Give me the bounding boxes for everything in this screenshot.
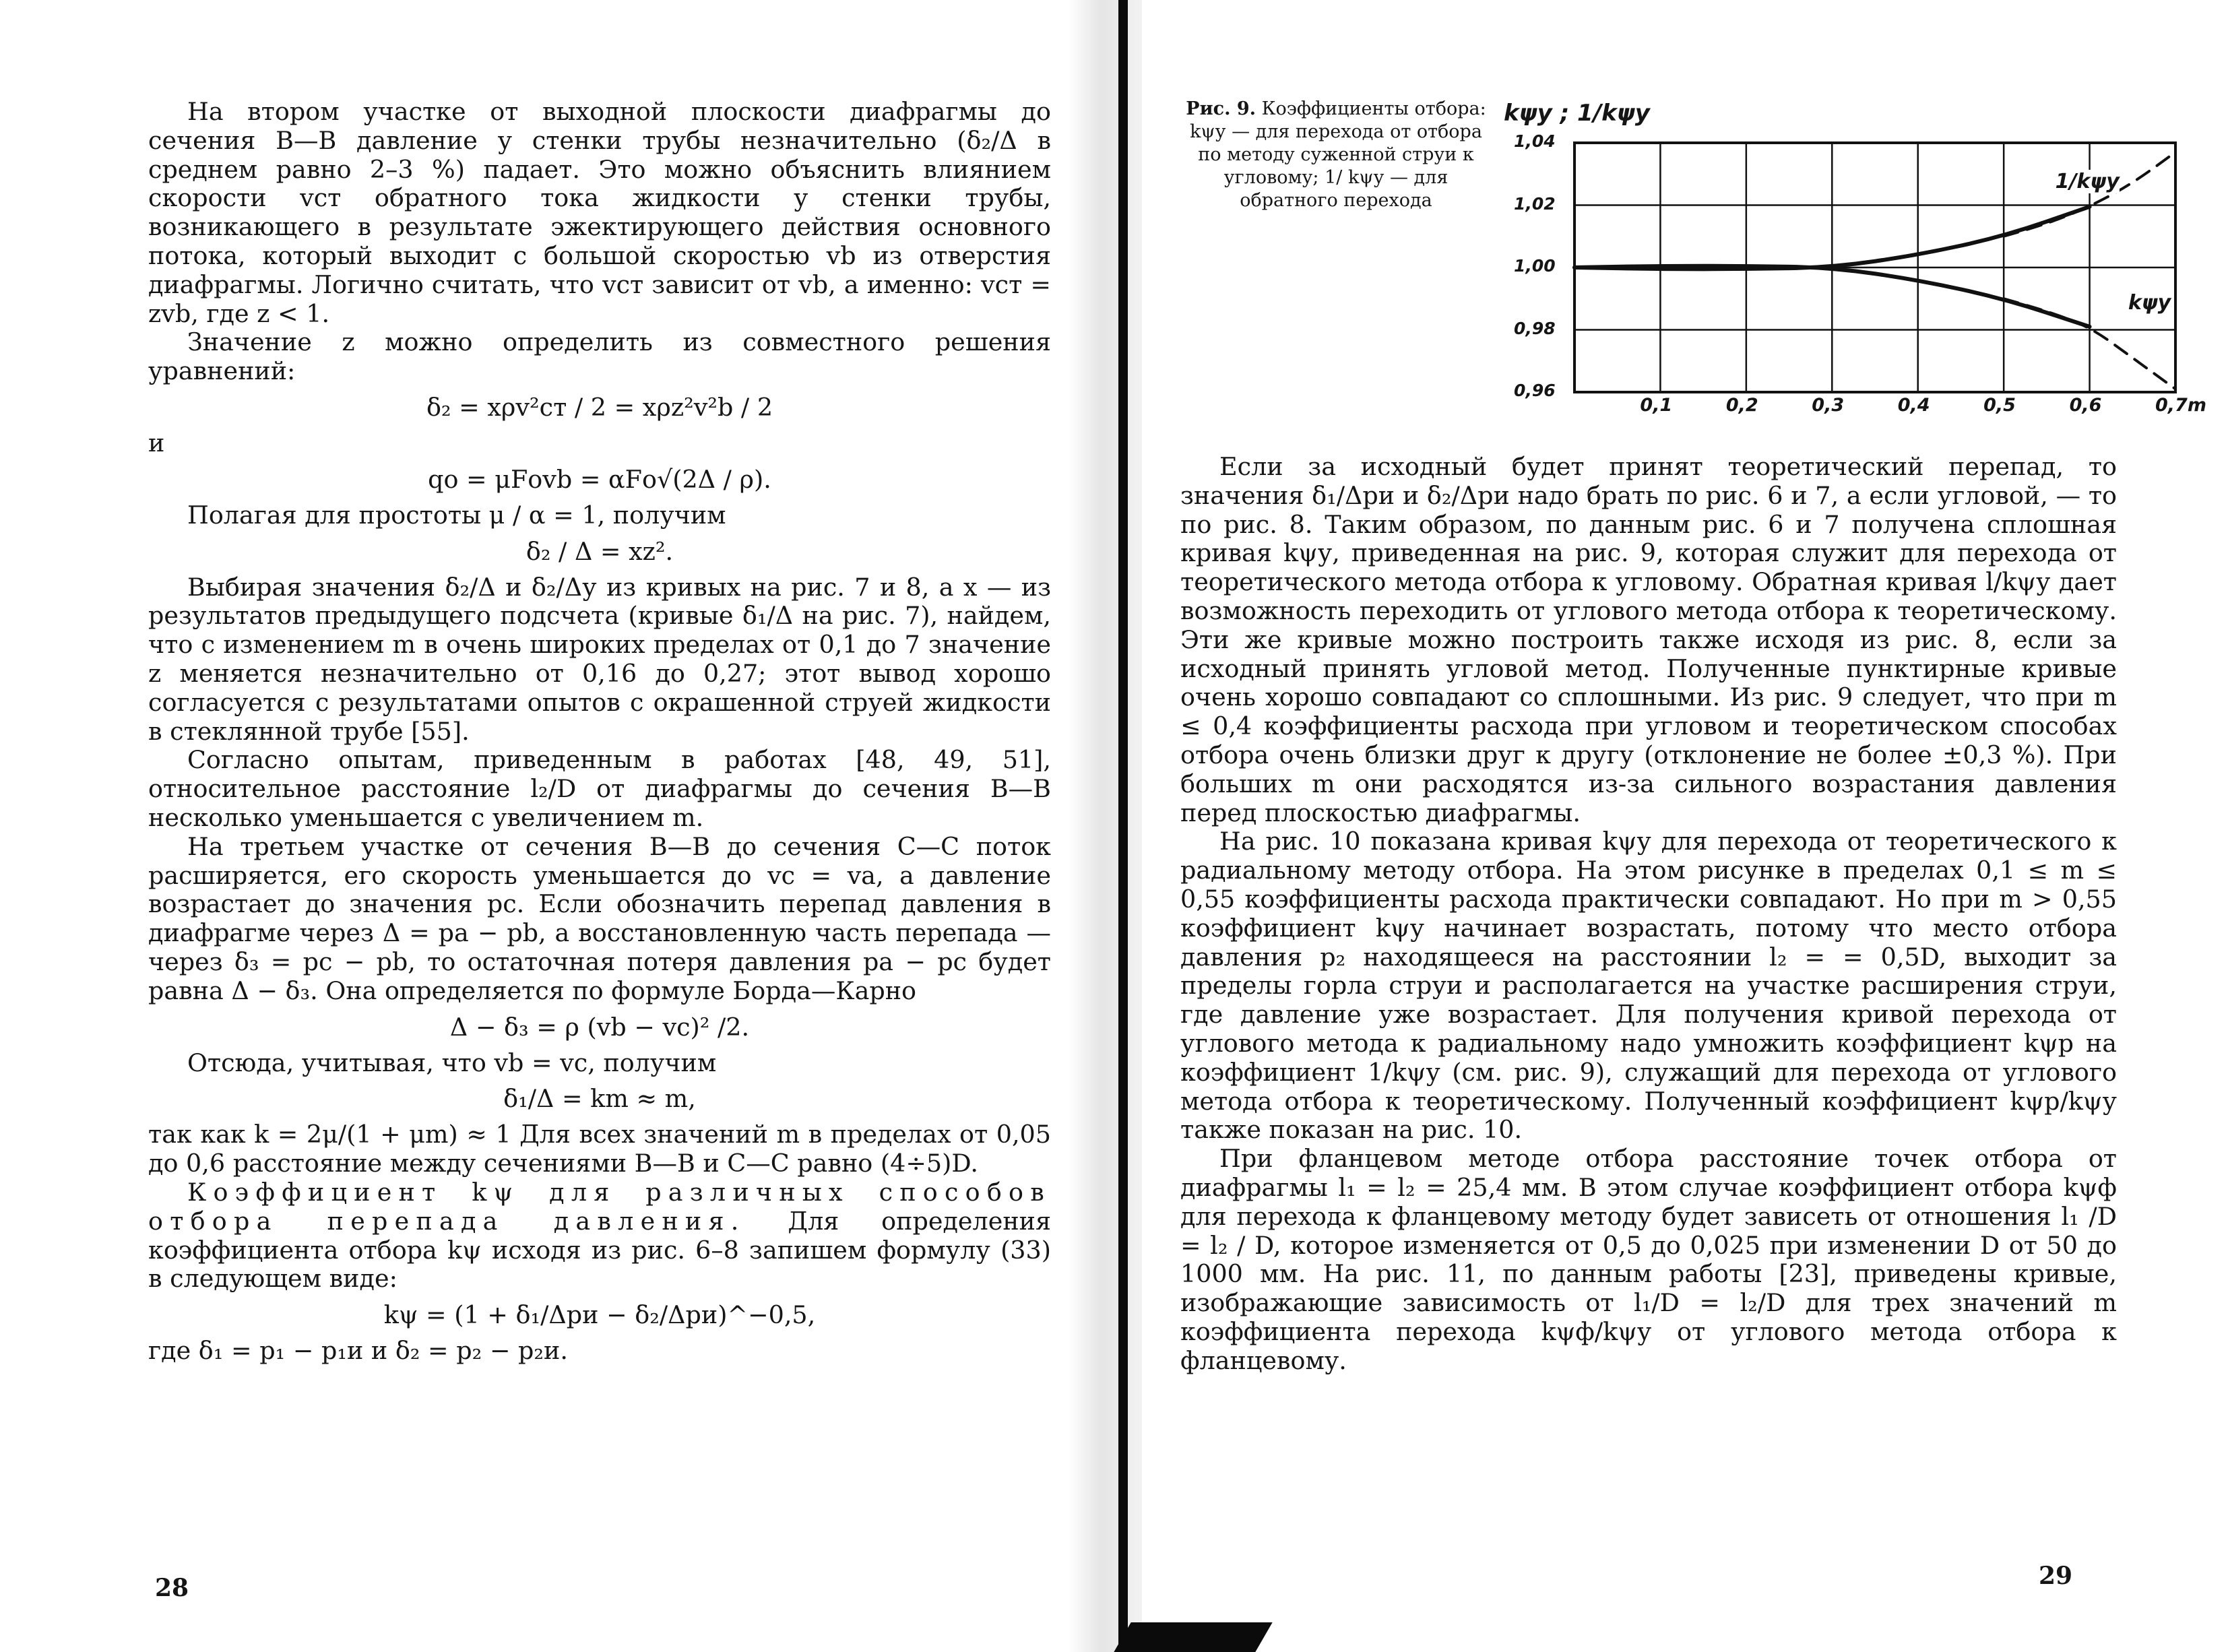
formula-1: δ₂ = xρv²ст / 2 = xρz²v²b / 2 [426, 392, 773, 422]
paragraph-9-rest: Для определения коэффициента отбора kψ исходя из рис. 6–8 запишем формулу (33) в следующем виде: [148, 1206, 1051, 1294]
section-heading-spaced: Коэффициент kψ для различных способов отбора перепада давления. [148, 1177, 1051, 1236]
figure-caption-text: Коэффициенты отбора: kψу — для перехода от отбора по методу суженной струи к угловому; 1/ kψу — для обратного перехода [1190, 98, 1486, 211]
formula-6: kψ = (1 + δ₁/Δpи − δ₂/Δpи)^−0,5, [383, 1300, 816, 1330]
x-tick-label-1: 0,2 [1725, 395, 1758, 416]
paragraph-7: Отсюда, учитывая, что vb = vc, получим [187, 1048, 717, 1077]
paragraph-2: Значение z можно определить из совместного решения уравнений: [148, 327, 1051, 386]
word-and: и [148, 428, 165, 457]
left-text-column [148, 98, 1051, 1366]
paragraph-4: Выбирая значения δ₂/Δ и δ₂/Δу из кривых на рис. 7 и 8, а x — из результатов предыдущего подсчета (кривые δ₁/Δ на рис. 7), найдем, что с изменением m в очень широких пределах от 0,1 до 7 значение z меняется незначительно от 0,16 до 0,27; этот вывод хорошо согласуется с результатами опытов с окрашенной струей жидкости в стеклянной трубе [55]. [148, 572, 1051, 746]
curve-label-2: kψу [2128, 291, 2171, 315]
formula-5: δ₁/Δ = km ≈ m, [503, 1084, 696, 1114]
chart-canvas [1502, 94, 2202, 438]
page-number-right: 29 [2039, 1562, 2073, 1590]
x-tick-label-5: 0,6 [2069, 395, 2102, 416]
figure-9-chart [1502, 94, 2206, 438]
page-right [1128, 0, 2228, 1652]
figure-caption [1182, 98, 1490, 212]
paragraph-10: где δ₁ = p₁ − p₁и и δ₂ = p₂ − p₂и. [148, 1336, 568, 1366]
formula-3: δ₂ / Δ = xz². [526, 536, 674, 566]
x-tick-label-2: 0,3 [1812, 395, 1845, 416]
y-tick-label-0: 0,96 [1514, 381, 1556, 400]
y-tick-label-2: 1,00 [1514, 256, 1556, 276]
x-tick-label-4: 0,5 [1983, 395, 2016, 416]
x-tick-label-3: 0,4 [1897, 395, 1930, 416]
y-tick-label-4: 1,04 [1514, 131, 1556, 151]
paragraph-5: Согласно опытам, приведенным в работах [48, 49, 51], относительное расстояние l₂/D от диафрагмы до сечения B—B несколько уменьшается с увеличением m. [148, 745, 1051, 832]
page-number-left: 28 [155, 1574, 189, 1602]
book-spine [1118, 0, 1128, 1652]
paragraph-r1: Если за исходный будет принят теоретический перепад, то значения δ₁/Δpи и δ₂/Δpи надо брать по рис. 6 и 7, а если угловой, — то по рис. 8. Таким образом, по данным рис. 6 и 7 получена сплошная кривая kψу, приведенная на рис. 9, которая служит для перехода от теоретического метода отбора к угловому. Обратная кривая l/kψу дает возможность переходить от углового метода отбора к теоретическому. Эти же кривые можно построить также исходя из рис. 8, если за исходный принять угловой метод. Полученные пунктирные кривые очень хорошо совпадают со сплошными. Из рис. 9 следует, что при m ≤ 0,4 коэффициенты расхода при угловом и теоретическом способах отбора очень близки друг к другу (отклонение не более ±0,3 %). При больших m они расходятся из-за сильного возрастания давления перед плоскостью диафрагмы. [1180, 452, 2117, 827]
paragraph-8: так как k = 2μ/(1 + μm) ≈ 1 Для всех значений m в пределах от 0,05 до 0,6 расстояние между сечениями B—B и C—C равно (4÷5)D. [148, 1120, 1051, 1178]
paragraph-r3: При фланцевом методе отбора расстояние точек отбора от диафрагмы l₁ = l₂ = 25,4 мм. В этом случае коэффициент отбора kψф для перехода к фланцевому методу будет зависеть от отношения l₁ /D = l₂ / D, которое изменяется от 0,5 до 0,025 при изменении D от 50 до 1000 мм. На рис. 11, по данным работы [23], приведены кривые, изображающие зависимость от l₁/D = l₂/D для трех значений m коэффициента перехода kψф/kψу от углового метода отбора к фланцевому. [1180, 1144, 2117, 1375]
curve-label-0: 1/kψу [2055, 169, 2120, 193]
chart-y-axis-title: kψу ; 1/kψу [1504, 100, 1650, 127]
paragraph-r2: На рис. 10 показана кривая kψу для перехода от теоретического к радиальному методу отбора. На этом рисунке в пределах 0,1 ≤ m ≤ 0,55 коэффициенты расхода практически совпадают. Но при m > 0,55 коэффициент kψу начинает возрастать, потому что место отбора давления p₂ находящееся на расстоянии l₂ = = 0,5D, выходит за пределы горла струи и располагается на участке расширения струи, где давление уже возрастает. Для получения кривой перехода от углового метода к радиальному надо умножить коэффициент kψр на коэффициент 1/kψу (см. рис. 9), служащий для перехода от углового метода отбора к теоретическому. Полученный коэффициент kψр/kψу также показан на рис. 10. [1180, 827, 2117, 1145]
figure-caption-label: Рис. 9. [1186, 98, 1256, 119]
y-tick-label-1: 0,98 [1514, 318, 1556, 338]
y-tick-label-3: 1,02 [1514, 193, 1556, 214]
right-text-column [1180, 453, 2117, 1376]
paragraph-1: На втором участке от выходной плоскости диафрагмы до сечения B—B давление у стенки трубы незначительно (δ₂/Δ в среднем равно 2–3 %) падает. Это можно объяснить влиянием скорости vст обратного тока жидкости у стенки трубы, возникающего в результате эжектирующего действия основного потока, который выходит с большой скоростью vb из отверстия диафрагмы. Логично считать, что vст зависит от vb, а именно: vст = zvb, где z < 1. [148, 97, 1051, 328]
x-tick-label-0: 0,1 [1640, 395, 1673, 416]
paragraph-9 [148, 1178, 1051, 1294]
x-tick-label-6: 0,7m [2155, 395, 2206, 416]
formula-2: qо = μFоvb = αFо√(2Δ / ρ). [428, 464, 771, 494]
paragraph-3: Полагая для простоты μ / α = 1, получим [187, 500, 726, 530]
formula-4: Δ − δ₃ = ρ (vb − vc)² /2. [449, 1012, 750, 1042]
paragraph-6: На третьем участке от сечения B—B до сечения C—C поток расширяется, его скорость уменьшается до vc = va, а давление возрастает до значения pc. Если обозначить перепад давления в диафрагме через Δ = pa − pb, а восстановленную часть перепада — через δ₃ = pc − pb, то остаточная потеря давления pa − pc будет равна Δ − δ₃. Она определяется по формуле Борда—Карно [148, 831, 1051, 1005]
